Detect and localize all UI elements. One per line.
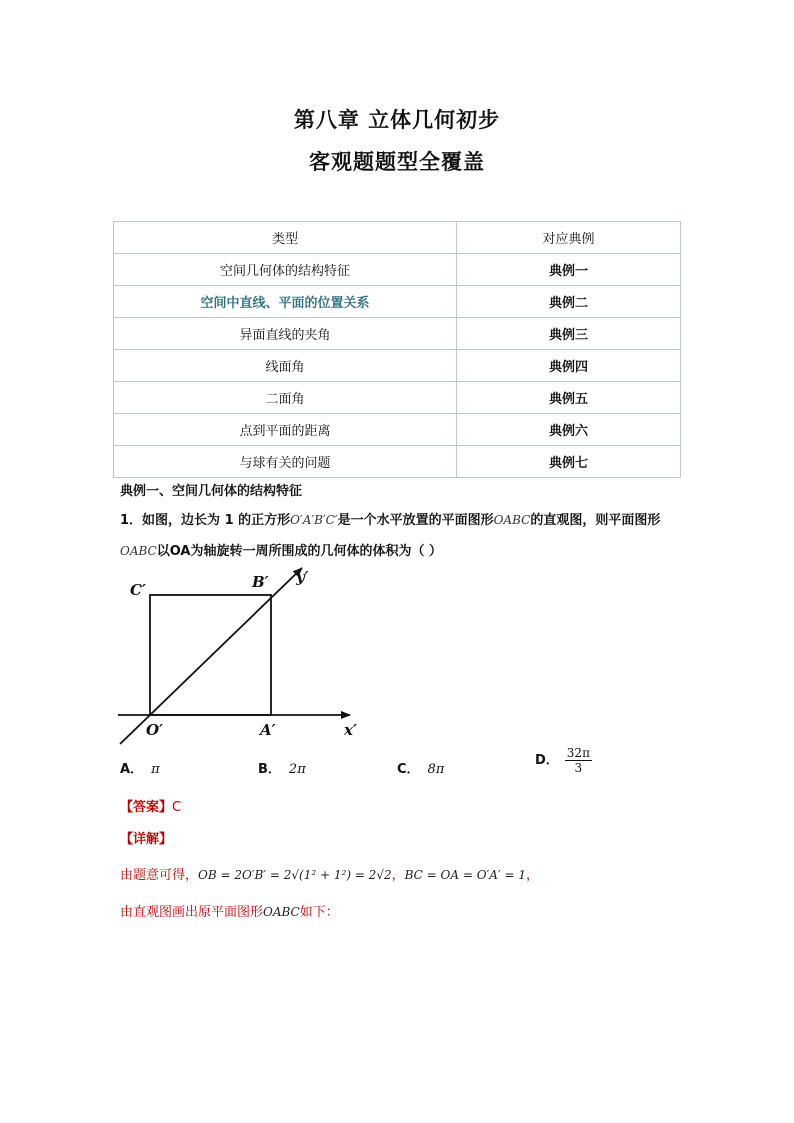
cell-example: 典例五 xyxy=(457,382,681,414)
choice-value: π xyxy=(151,762,160,777)
label-b: B′ xyxy=(252,573,269,591)
cell-type: 空间几何体的结构特征 xyxy=(114,254,457,286)
choice-a[interactable] xyxy=(120,758,160,777)
solution-line-2 xyxy=(120,901,339,920)
choice-d[interactable] xyxy=(535,746,592,775)
choice-letter: D． xyxy=(535,753,559,768)
math-expression: OABC xyxy=(493,513,531,527)
math-expression: OABC xyxy=(263,905,300,919)
question-text xyxy=(120,505,680,567)
solution-separator: ， xyxy=(391,868,405,883)
math-expression: BC = OA = O′A′ = 1 xyxy=(404,868,526,882)
table-row xyxy=(114,286,681,318)
choice-letter: A． xyxy=(120,762,144,777)
answer-line xyxy=(120,796,181,815)
answer-value: C xyxy=(172,800,182,815)
choice-letter: C． xyxy=(397,762,420,777)
geometry-figure xyxy=(112,560,372,750)
table-row xyxy=(114,254,681,286)
cell-example: 典例三 xyxy=(457,318,681,350)
table-row xyxy=(114,414,681,446)
detail-tag: 【详解】 xyxy=(120,832,173,847)
cell-type: 空间中直线、平面的位置关系 xyxy=(114,286,457,318)
table-row xyxy=(114,382,681,414)
table-row xyxy=(114,446,681,478)
choice-value: 2π xyxy=(288,762,306,777)
fraction xyxy=(565,746,592,775)
question-part: 以OA为轴旋转一周所围成的几何体的体积为（ ） xyxy=(156,544,443,559)
cell-example: 典例四 xyxy=(457,350,681,382)
math-expression: OB = 2O′B′ = 2√(1² + 1²) = 2√2 xyxy=(198,868,392,882)
cell-type: 二面角 xyxy=(114,382,457,414)
fraction-numerator: 32π xyxy=(566,746,590,760)
label-o: O′ xyxy=(146,721,164,739)
page-subtitle: 客观题题型全覆盖 xyxy=(309,149,485,174)
math-expression: O′A′B′C′ xyxy=(290,513,338,527)
table-row xyxy=(114,318,681,350)
solution-end: 如下： xyxy=(299,905,339,920)
cell-example: 典例六 xyxy=(457,414,681,446)
cell-type: 线面角 xyxy=(114,350,457,382)
label-y: y′ xyxy=(296,568,309,586)
choice-b[interactable] xyxy=(258,758,306,777)
solution-line-1 xyxy=(120,864,539,883)
label-a: A′ xyxy=(260,721,276,739)
choice-value: 8π xyxy=(427,762,445,777)
cell-example: 典例七 xyxy=(457,446,681,478)
answer-tag: 【答案】 xyxy=(120,800,173,815)
question-part: 的直观图，则平面图形 xyxy=(530,513,661,528)
cell-type: 与球有关的问题 xyxy=(114,446,457,478)
question-part: 1．如图，边长为 1 的正方形 xyxy=(120,513,291,528)
label-c: C′ xyxy=(130,581,146,599)
column-header-type: 类型 xyxy=(114,222,457,254)
section-heading: 典例一、空间几何体的结构特征 xyxy=(120,484,303,499)
math-expression: OABC xyxy=(120,544,157,558)
question-part: 是一个水平放置的平面图形 xyxy=(337,513,494,528)
cell-example: 典例一 xyxy=(457,254,681,286)
cell-type: 点到平面的距离 xyxy=(114,414,457,446)
cell-type: 异面直线的夹角 xyxy=(114,318,457,350)
topic-table xyxy=(113,221,681,478)
fraction-denominator: 3 xyxy=(574,761,583,775)
choice-c[interactable] xyxy=(397,758,444,777)
solution-text: 由题意可得， xyxy=(120,868,199,883)
table-row xyxy=(114,350,681,382)
solution-text: 由直观图画出原平面图形 xyxy=(120,905,264,920)
cell-example: 典例二 xyxy=(457,286,681,318)
label-x: x′ xyxy=(344,721,357,739)
page-title: 第八章 立体几何初步 xyxy=(293,107,501,132)
solution-end: ， xyxy=(526,868,540,883)
choice-letter: B． xyxy=(258,762,281,777)
column-header-example: 对应典例 xyxy=(457,222,681,254)
table-header-row xyxy=(114,222,681,254)
